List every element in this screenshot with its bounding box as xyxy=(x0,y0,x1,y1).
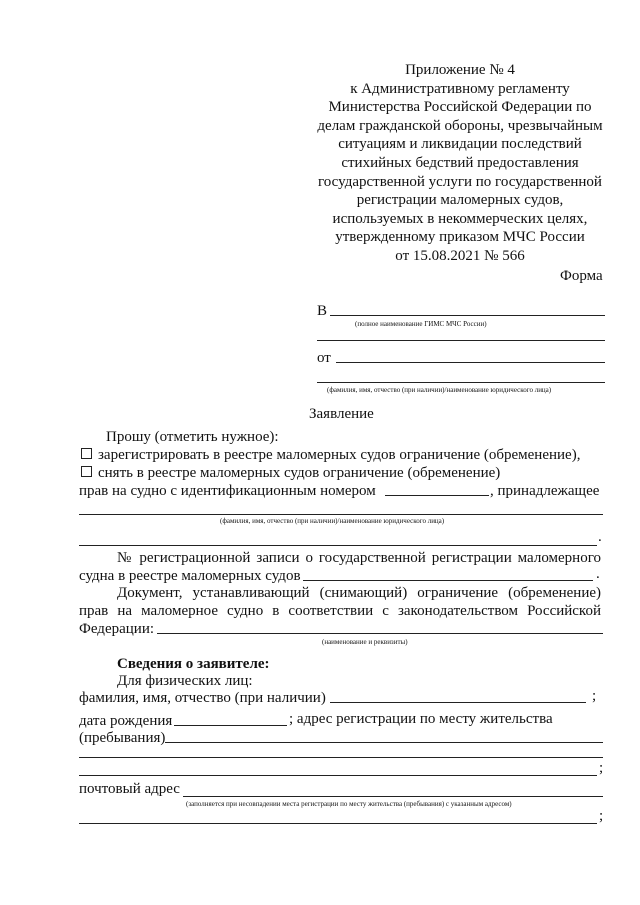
form-label: Форма xyxy=(560,268,603,284)
stay-label: (пребывания) xyxy=(79,730,166,746)
owner-hint: (фамилия, имя, отчество (при наличии)/наименование юридического лица) xyxy=(220,517,445,525)
id-number-line[interactable] xyxy=(385,495,489,496)
header-line: регистрации маломерных судов, xyxy=(356,192,564,209)
address-label: ; адрес регистрации по месту жительства xyxy=(289,711,553,727)
header-line: стихийных бедствий предоставления xyxy=(341,154,579,171)
applicant-heading: Сведения о заявителе: xyxy=(117,656,270,672)
birth-date-line[interactable] xyxy=(174,725,287,726)
header-line: делам гражданской обороны, чрезвычайным xyxy=(317,117,603,134)
option-register[interactable] xyxy=(81,447,580,464)
from-line-2[interactable] xyxy=(317,382,605,383)
postal-label: почтовый адрес xyxy=(79,781,180,797)
fio-line[interactable] xyxy=(330,702,586,703)
checkbox-remove[interactable] xyxy=(81,466,92,477)
postal-semicolon: ; xyxy=(599,808,604,824)
statement-title: Заявление xyxy=(309,406,374,422)
birth-label: дата рождения xyxy=(79,713,173,729)
document-hint: (наименование и реквизиты) xyxy=(322,638,408,646)
request-intro: Прошу (отметить нужное): xyxy=(106,429,279,445)
from-prefix: от xyxy=(317,350,331,366)
header-line: государственной услуги по государственной xyxy=(318,173,602,190)
header-line: утвержденному приказом МЧС России xyxy=(335,229,585,246)
rights-suffix: , принадлежащее xyxy=(490,483,600,499)
document-line2: прав на маломерное судно в соответствии с законодательством Российской xyxy=(79,603,601,619)
from-line[interactable] xyxy=(336,362,605,363)
registration-number-line[interactable] xyxy=(303,580,593,581)
registration-dot: . xyxy=(596,566,600,582)
header-line: Министерства Российской Федерации по xyxy=(328,99,592,116)
registration-line2: судна в реестре маломерных судов xyxy=(79,568,301,584)
to-hint: (полное наименование ГИМС МЧС России) xyxy=(355,320,487,328)
owner-line[interactable] xyxy=(79,514,603,515)
registration-line1: № регистрационной записи о государственной регистрации маломерного xyxy=(117,550,601,566)
address-line-3[interactable] xyxy=(79,775,597,776)
header-line: используемых в некоммерческих целях, xyxy=(332,210,588,227)
fio-semicolon: ; xyxy=(592,688,597,704)
document-line[interactable] xyxy=(157,633,603,634)
owner-dot: . xyxy=(598,529,602,545)
address-line-2[interactable] xyxy=(79,757,603,758)
to-line[interactable] xyxy=(330,315,605,316)
header-line: ситуациям и ликвидации последствий xyxy=(338,136,582,153)
owner-line-2[interactable] xyxy=(79,545,597,546)
document-line3: Федерации: xyxy=(79,621,155,637)
fio-label: фамилия, имя, отчество (при наличии) xyxy=(79,690,326,706)
from-hint: (фамилия, имя, отчество (при наличии)/наименование юридического лица) xyxy=(327,386,552,394)
to-line-2[interactable] xyxy=(317,340,605,341)
postal-line-2[interactable] xyxy=(79,823,597,824)
address-line[interactable] xyxy=(165,742,603,743)
appendix-header xyxy=(300,61,620,266)
individuals-label: Для физических лиц: xyxy=(117,673,253,689)
option-remove[interactable] xyxy=(81,465,500,482)
to-prefix: В xyxy=(317,303,328,319)
checkbox-register[interactable] xyxy=(81,448,92,459)
option-remove-label: снять в реестре маломерных судов ограничение (обременение) xyxy=(98,465,501,481)
rights-prefix: прав на судно с идентификационным номером xyxy=(79,483,376,499)
header-line: Приложение № 4 xyxy=(405,62,515,78)
document-line1: Документ, устанавливающий (снимающий) ограничение (обременение) xyxy=(117,585,601,601)
header-line: от 15.08.2021 № 566 xyxy=(395,247,525,264)
postal-line[interactable] xyxy=(183,796,603,797)
option-register-label: зарегистрировать в реестре маломерных судов ограничение (обременение), xyxy=(98,447,581,463)
postal-hint: (заполняется при несовпадении места регистрации по месту жительства (пребывания) с указанным адресом) xyxy=(186,800,512,808)
address-semicolon: ; xyxy=(599,760,604,776)
header-line: к Административному регламенту xyxy=(350,80,570,97)
